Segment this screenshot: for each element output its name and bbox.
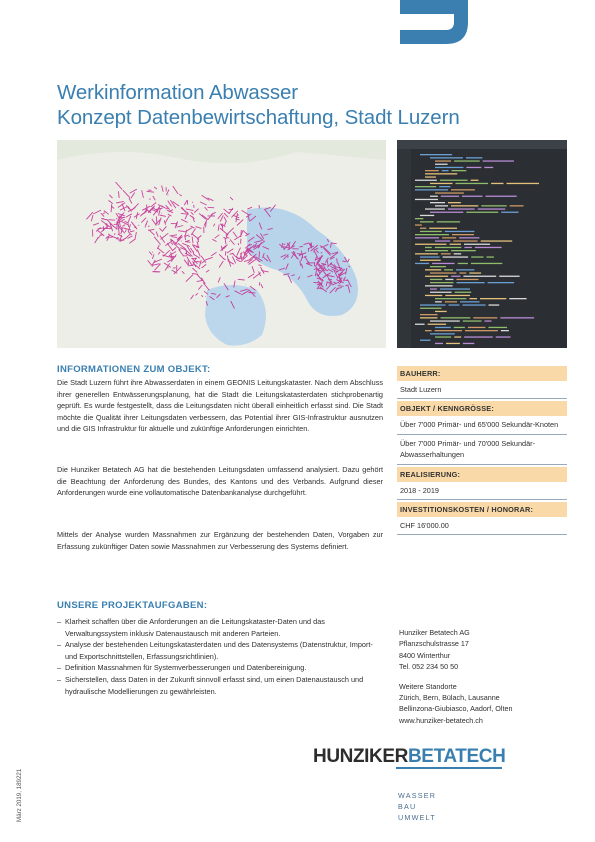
- network-segment: [225, 251, 226, 255]
- logo-part-2: BETATECH: [407, 746, 506, 767]
- code-token: [435, 240, 450, 241]
- code-token: [425, 170, 439, 171]
- code-token: [462, 196, 483, 197]
- code-token: [430, 212, 463, 213]
- objekt-value-2: Über 7'000 Primär- und 70'000 Sekundär-Abwasserhaltungen: [397, 437, 567, 465]
- code-token: [415, 244, 447, 245]
- task-item: – Definition Massnahmen für Systemverbesserungen und Datenbereinigung.: [57, 662, 387, 674]
- title-line-1: Werkinformation Abwasser: [57, 81, 299, 104]
- code-token: [425, 176, 436, 177]
- code-token: [501, 330, 509, 331]
- code-token: [430, 333, 455, 334]
- project-info-table: [397, 366, 567, 537]
- task-item: – Klarheit schaffen über die Anforderungen an die Leitungskataster-Daten und das Verwaltungssystem inklusiv Datenaustausch mit anderen Parteien.: [57, 616, 387, 639]
- code-token: [435, 167, 463, 168]
- code-token: [445, 231, 475, 232]
- code-token: [425, 276, 448, 277]
- code-token: [425, 269, 441, 270]
- info-paragraph-2: Die Hunziker Betatech AG hat die bestehenden Leitungsdaten umfassend analysiert. Dazu gehört die Beachtung der Anforderung des Bundes, des Kantons und des Verbands. Aufgrund dieser Anforderungen wurde eine vollautomatische Datenbankanalyse durchgeführt.: [57, 465, 383, 498]
- code-token: [464, 244, 490, 245]
- code-token: [458, 263, 468, 264]
- code-token: [430, 288, 437, 289]
- code-token: [415, 199, 438, 200]
- contact-city: 8400 Winterthur: [399, 650, 451, 660]
- code-token: [415, 218, 423, 219]
- code-token: [415, 253, 438, 254]
- code-token: [481, 240, 513, 241]
- sector-construction: BAU: [398, 802, 417, 812]
- code-token: [435, 311, 447, 312]
- code-token: [435, 343, 443, 344]
- code-token: [510, 205, 524, 206]
- page-title: [57, 80, 557, 130]
- code-token: [450, 244, 462, 245]
- code-token: [465, 330, 498, 331]
- code-token: [415, 186, 436, 187]
- code-token: [441, 317, 471, 318]
- code-token: [415, 224, 422, 225]
- code-token: [435, 298, 466, 299]
- tasks-heading: UNSERE PROJEKTAUFGABEN:: [57, 600, 208, 611]
- realisierung-label: REALISIERUNG:: [397, 467, 567, 482]
- network-segment: [111, 204, 112, 212]
- code-token: [509, 298, 526, 299]
- code-token: [430, 320, 460, 321]
- code-token: [420, 340, 431, 341]
- network-segment: [238, 258, 246, 259]
- code-token: [454, 253, 462, 254]
- code-token: [430, 279, 442, 280]
- title-line-2: Konzept Datenbewirtschaftung, Stadt Luzern: [57, 106, 460, 129]
- code-token: [471, 180, 479, 181]
- code-token: [420, 256, 440, 257]
- code-token: [439, 186, 450, 187]
- code-token: [457, 282, 485, 283]
- code-token: [483, 160, 514, 161]
- code-token: [425, 285, 453, 286]
- code-token: [441, 253, 451, 254]
- sector-water: WASSER: [398, 791, 437, 800]
- code-token: [507, 183, 540, 184]
- code-token: [464, 247, 472, 248]
- code-token: [420, 221, 434, 222]
- info-heading: INFORMATIONEN ZUM OBJEKT:: [57, 364, 211, 375]
- code-token: [449, 304, 460, 305]
- code-token: [430, 202, 445, 203]
- code-token: [471, 256, 483, 257]
- sector-list: [398, 790, 436, 824]
- network-segment: [147, 205, 148, 212]
- code-token: [420, 308, 442, 309]
- code-token: [435, 164, 448, 165]
- code-token: [430, 157, 463, 158]
- contact-company: Hunziker Betatech AG: [399, 628, 470, 637]
- code-token: [452, 170, 467, 171]
- code-token: [466, 167, 481, 168]
- network-segment: [331, 263, 332, 265]
- sewer-network-map-icon: [57, 140, 386, 348]
- code-token: [442, 170, 449, 171]
- code-token: [459, 237, 479, 238]
- code-token: [451, 250, 476, 251]
- objekt-value-1: Über 7'000 Primär- und 65'000 Sekundär-Knoten: [397, 418, 567, 434]
- code-token: [446, 343, 460, 344]
- code-token: [420, 314, 438, 315]
- code-token: [463, 304, 486, 305]
- code-token: [451, 276, 460, 277]
- code-token: [425, 247, 432, 248]
- network-segment: [249, 293, 256, 294]
- code-token: [420, 317, 438, 318]
- company-logo: [313, 746, 505, 768]
- code-token: [484, 167, 493, 168]
- code-token: [442, 237, 456, 238]
- task-item: – Analyse der bestehenden Leitungskatasterdaten und des Datensystems (Datenstruktur, Import- und Exportschnittstellen, Erfassungsrichtlinien).: [57, 639, 387, 662]
- code-token: [478, 208, 506, 209]
- network-segment: [206, 222, 207, 228]
- info-paragraph-1: Die Stadt Luzern führt ihre Abwasserdaten in einem GEONIS Leitungskataster. Nach dem Abschluss ihrer generellen Entwässerungsplanung, hat die Stadt die Leitungskatasterdaten stichprobenartig geprüft. Es wurde festgestellt, dass die Leitungsdaten nicht überall einheitlich erfasst sind. Die Stadt möchte die Qualität ihrer Leitungsdaten verbessern, das Potential ihrer GIS-Infrastruktur ausnutzen und die GIS Infrastruktur für aktuelle und zukünftige Anforderungen einrichten.: [57, 378, 383, 434]
- code-token: [454, 160, 480, 161]
- code-token: [415, 324, 425, 325]
- code-token: [488, 282, 514, 283]
- code-token: [496, 336, 511, 337]
- code-token: [451, 189, 475, 190]
- code-token: [456, 183, 489, 184]
- code-token: [435, 160, 451, 161]
- code-token: [466, 212, 498, 213]
- code-token: [500, 317, 534, 318]
- logo-part-1: HUNZIKER: [313, 746, 408, 767]
- code-token: [441, 196, 459, 197]
- code-token: [440, 288, 470, 289]
- code-token: [420, 304, 446, 305]
- logo-mark-icon: [400, 0, 468, 44]
- code-token: [445, 295, 470, 296]
- code-token: [471, 263, 502, 264]
- code-token: [432, 263, 455, 264]
- code-token: [469, 298, 477, 299]
- document-date-note: März 2019, 189221: [16, 768, 23, 822]
- code-token: [448, 202, 461, 203]
- code-token: [415, 189, 448, 190]
- network-segment: [152, 252, 153, 253]
- locations-line-2: Bellinzona-Giubiasco, Aadorf, Olten: [399, 704, 513, 714]
- code-token: [480, 298, 506, 299]
- code-token: [473, 317, 497, 318]
- code-token: [501, 212, 518, 213]
- code-token: [437, 221, 460, 222]
- code-token: [463, 276, 496, 277]
- network-segment: [208, 207, 215, 208]
- code-token: [420, 260, 441, 261]
- code-token: [452, 234, 474, 235]
- network-segment: [189, 236, 191, 237]
- code-token: [425, 173, 457, 174]
- locations-title: Weitere Standorte: [399, 681, 457, 691]
- code-token: [489, 304, 500, 305]
- code-token: [454, 327, 465, 328]
- code-token: [430, 292, 452, 293]
- code-token: [453, 240, 477, 241]
- code-token: [463, 343, 474, 344]
- code-token: [443, 256, 469, 257]
- code-token: [435, 336, 451, 337]
- code-token: [425, 295, 442, 296]
- kosten-label: INVESTITIONSKOSTEN / HONORAR:: [397, 502, 567, 517]
- sector-environment: UMWELT: [398, 813, 436, 823]
- code-token: [469, 272, 481, 273]
- task-item: – Sicherstellen, dass Daten in der Zukunft sinnvoll erfasst sind, um einen Datenaustausch und hydraulische Modellierungen zu gewährleisten.: [57, 674, 387, 697]
- code-token: [435, 192, 464, 193]
- code-token: [459, 272, 466, 273]
- code-token: [415, 234, 449, 235]
- contact-phone: Tel. 052 234 50 50: [399, 662, 459, 672]
- objekt-label: OBJEKT / KENNGRÖSSE:: [397, 401, 567, 416]
- network-segment: [319, 261, 320, 262]
- code-token: [435, 301, 442, 302]
- logo-underline: [396, 767, 502, 769]
- network-segment: [117, 238, 119, 239]
- locations-line-1: Zürich, Bern, Bülach, Lausanne: [399, 693, 500, 703]
- network-segment: [259, 205, 260, 208]
- info-paragraph-3: Mittels der Analyse wurden Massnahmen zur Ergänzung der bestehenden Daten, Vorgaben zur Erfassung zukünftiger Daten sowie Massnahmen zur Verbesserung des Systems definiert.: [57, 530, 383, 551]
- code-token: [491, 183, 503, 184]
- website-link[interactable]: www.hunziker-betatech.ch: [399, 715, 483, 725]
- code-token: [430, 282, 454, 283]
- bauherr-value: Stadt Luzern: [397, 383, 567, 399]
- code-token: [425, 208, 445, 209]
- code-token: [460, 301, 479, 302]
- network-segment: [126, 229, 127, 232]
- bauherr-label: BAUHERR:: [397, 366, 567, 381]
- code-token: [420, 228, 426, 229]
- code-token: [454, 336, 461, 337]
- contact-street: Pflanzschulstrasse 17: [399, 639, 469, 649]
- code-token: [448, 208, 475, 209]
- code-token: [435, 205, 448, 206]
- code-token: [487, 256, 494, 257]
- code-token: [468, 327, 486, 328]
- code-token: [456, 279, 478, 280]
- code-token: [425, 250, 448, 251]
- code-token: [440, 180, 468, 181]
- code-token: [428, 324, 447, 325]
- code-token: [430, 266, 446, 267]
- code-token: [481, 205, 506, 206]
- code-token: [466, 157, 483, 158]
- code-token: [430, 272, 456, 273]
- network-segment: [332, 243, 337, 244]
- code-token: [420, 215, 434, 216]
- contact-block: [399, 627, 569, 726]
- code-token: [429, 228, 457, 229]
- code-token: [485, 320, 492, 321]
- code-token: [420, 231, 442, 232]
- code-token: [435, 327, 451, 328]
- code-token: [464, 336, 493, 337]
- code-token: [456, 269, 474, 270]
- realisierung-value: 2018 - 2019: [397, 484, 567, 500]
- code-token: [475, 247, 502, 248]
- network-segment: [344, 280, 349, 281]
- kosten-value: CHF 16'000.00: [397, 519, 567, 535]
- code-token: [420, 154, 452, 155]
- code-token: [451, 205, 478, 206]
- code-token: [415, 263, 429, 264]
- network-segment: [148, 226, 149, 227]
- code-token: [435, 247, 462, 248]
- tasks-list: [57, 616, 387, 697]
- network-segment: [108, 220, 115, 221]
- code-token: [415, 180, 437, 181]
- code-token: [499, 276, 519, 277]
- code-token: [430, 183, 453, 184]
- code-token: [415, 237, 439, 238]
- code-token: [488, 327, 507, 328]
- code-editor-screenshot-icon: [397, 140, 567, 348]
- code-token: [463, 320, 482, 321]
- code-token: [430, 196, 438, 197]
- network-segment: [241, 230, 242, 237]
- code-token: [445, 279, 453, 280]
- code-token: [444, 269, 453, 270]
- code-token: [445, 301, 457, 302]
- code-token: [425, 330, 432, 331]
- code-token: [435, 330, 462, 331]
- code-token: [455, 292, 472, 293]
- code-token: [486, 196, 517, 197]
- network-segment: [196, 261, 200, 262]
